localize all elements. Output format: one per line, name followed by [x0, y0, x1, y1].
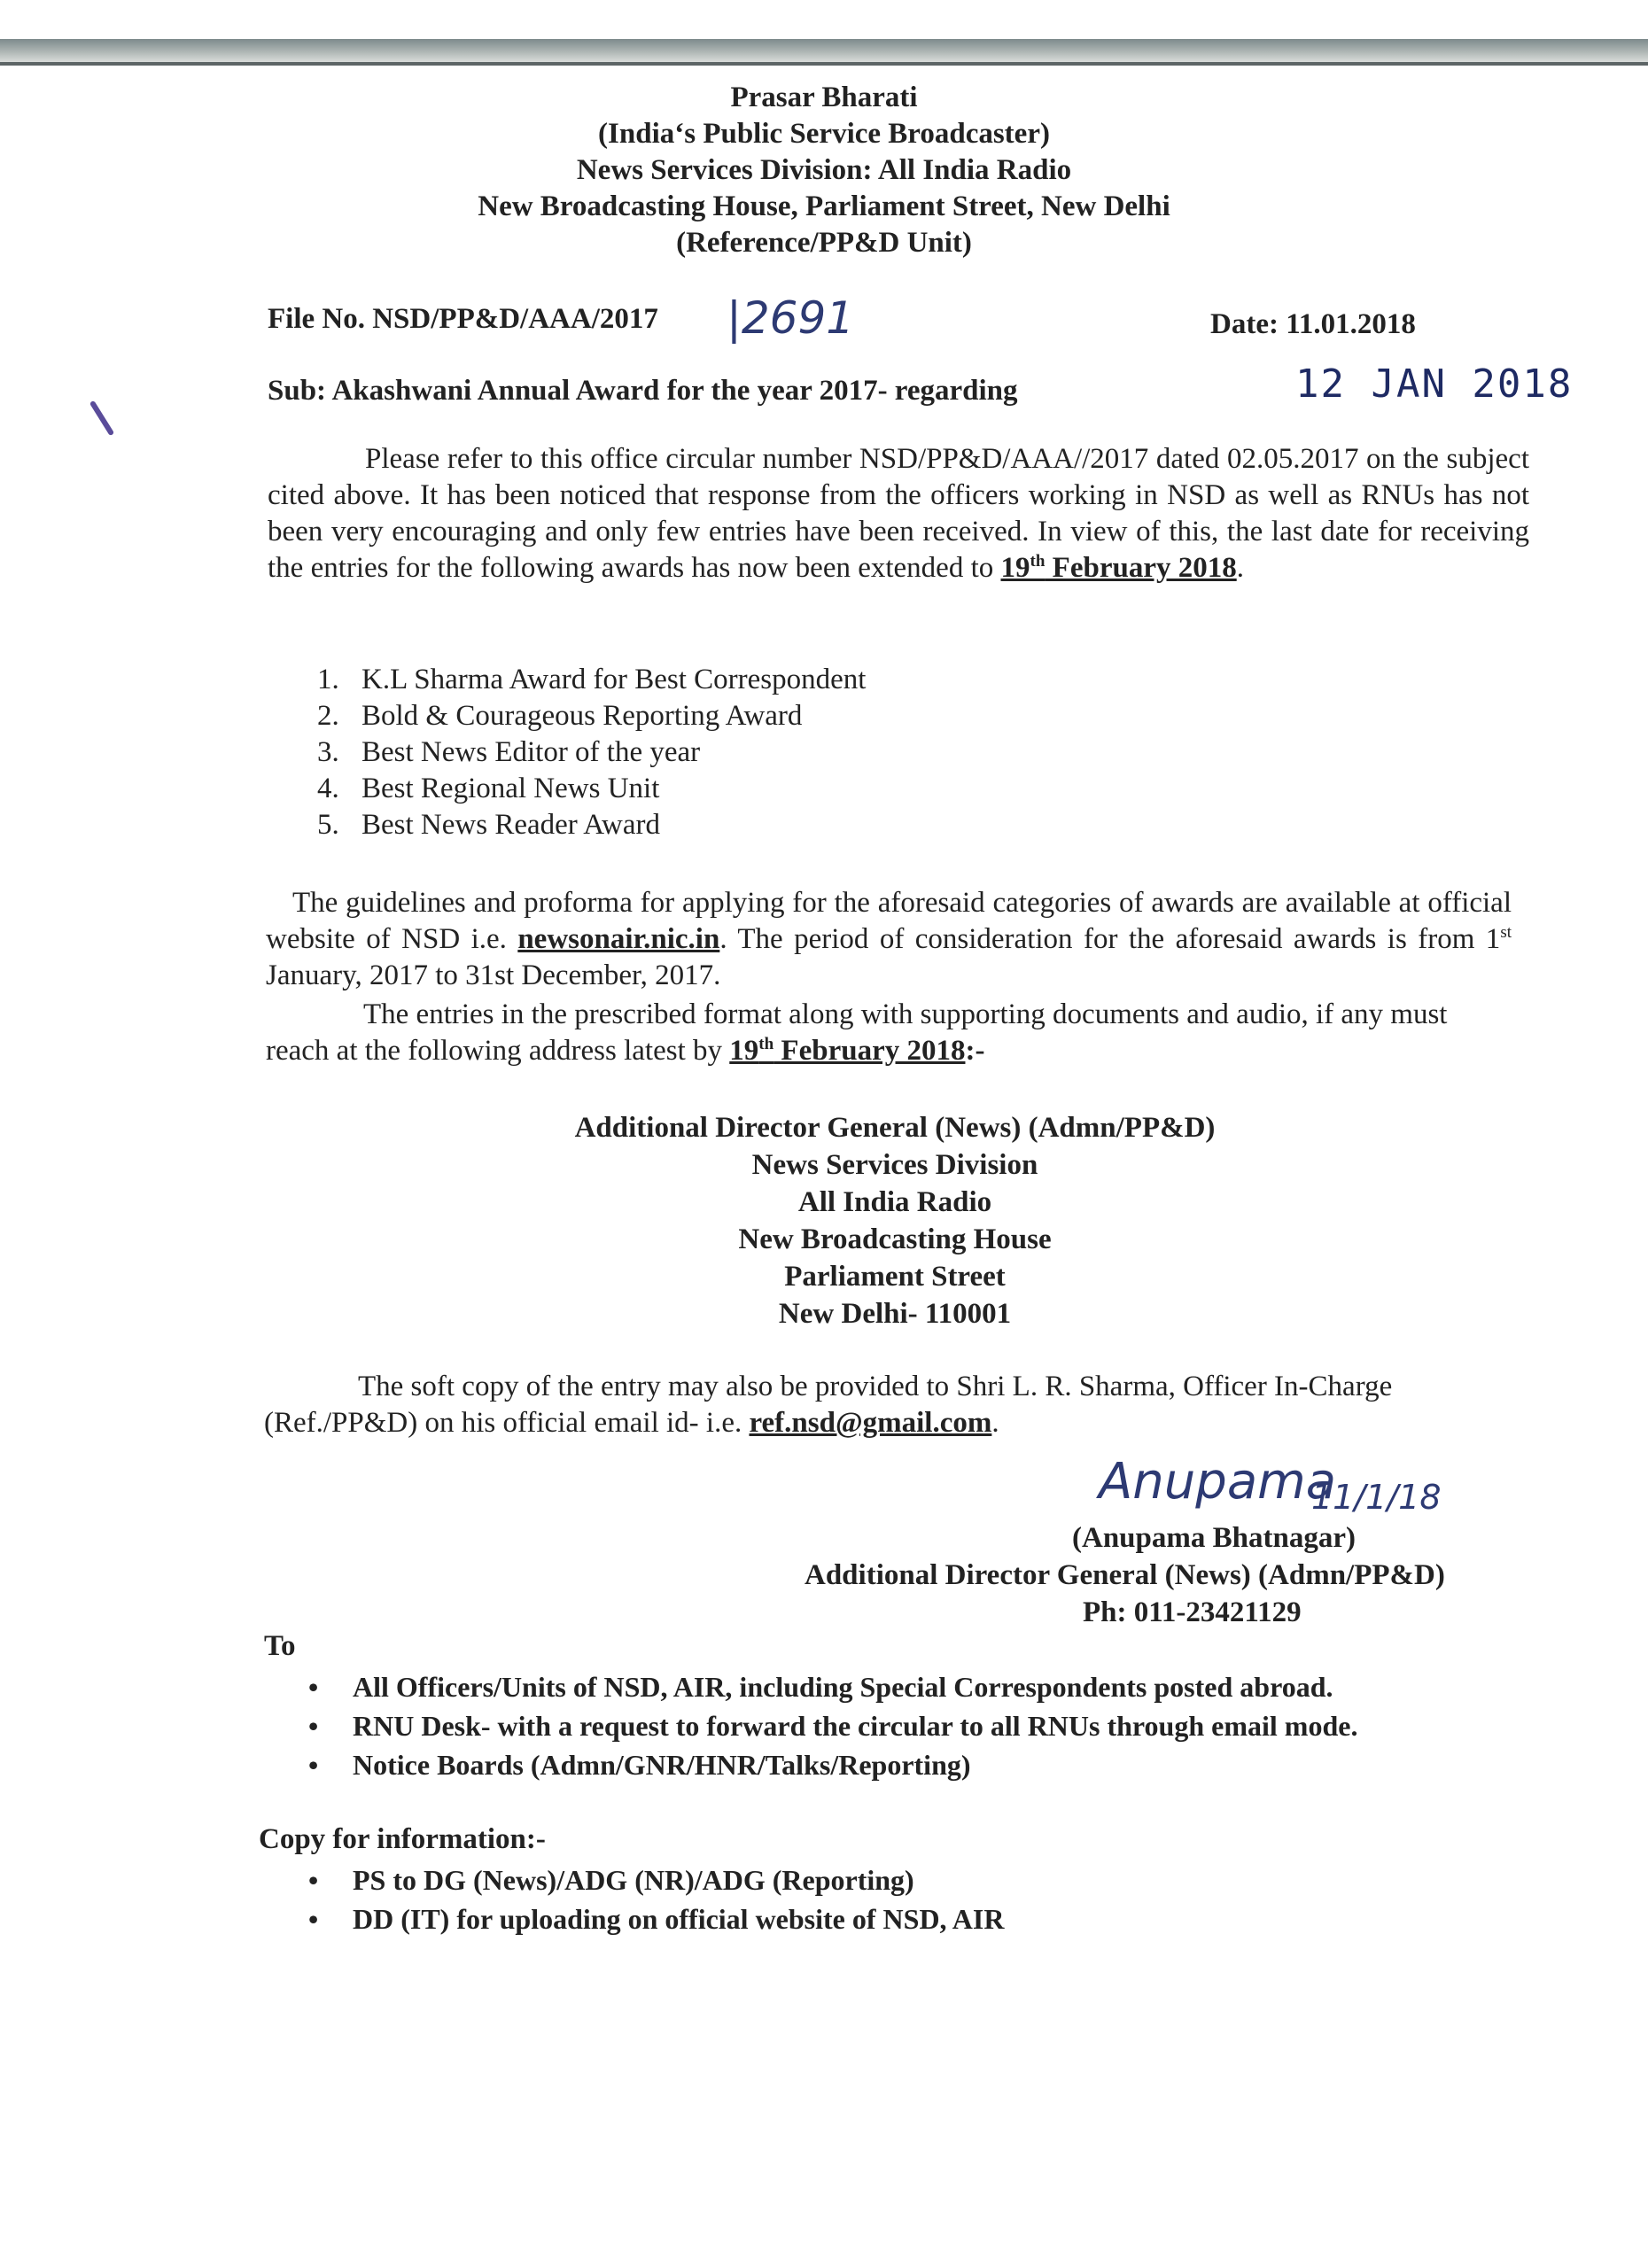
paragraph-3 [266, 997, 1517, 1069]
to-label: To [264, 1630, 296, 1662]
bullet: • [308, 1903, 319, 1935]
list-item [308, 1706, 1357, 1745]
award-label: Bold & Courageous Reporting Award [361, 700, 803, 732]
address-line: All India Radio [797, 1186, 992, 1218]
paragraph-3-end: :- [965, 1035, 985, 1067]
signatory-name: (Anupama Bhatnagar) [1072, 1522, 1356, 1554]
deadline-suffix: th [1030, 552, 1046, 571]
signatory-phone: Ph: 011-23421129 [1083, 1596, 1302, 1628]
deadline-day: 19 [729, 1035, 759, 1067]
paragraph-1 [268, 441, 1529, 586]
letter-date: Date: 11.01.2018 [1210, 308, 1416, 340]
list-number: 1. [317, 664, 339, 695]
award-label: Best Regional News Unit [361, 773, 660, 804]
unit-name: (Reference/PP&D Unit) [676, 227, 972, 259]
paragraph-2-text-a: The guidelines and proforma for applying for the aforesaid categories of awards are available at official website of NSD i.e. [266, 887, 1512, 955]
list-item [317, 698, 866, 734]
org-address: New Broadcasting House, Parliament Street, New Delhi [478, 190, 1170, 222]
website-link[interactable]: newsonair.nic.in [517, 923, 720, 955]
handwritten-signature-date: 11/1/18 [1311, 1478, 1442, 1517]
paragraph-2-text-b: . The period of consideration for the aforesaid awards is from 1 [719, 923, 1501, 955]
received-stamp: 12 JAN 2018 [1295, 361, 1574, 407]
address-line: Parliament Street [784, 1261, 1006, 1293]
list-item [317, 662, 866, 698]
award-label: Best News Editor of the year [361, 736, 701, 768]
pen-mark [89, 400, 114, 436]
address-line: News Services Division [751, 1149, 1038, 1181]
ordinal-suffix: st [1500, 923, 1512, 942]
award-label: Best News Reader Award [361, 809, 660, 841]
list-number: 2. [317, 700, 339, 732]
list-number: 5. [317, 809, 339, 841]
paragraph-4 [264, 1369, 1504, 1441]
division-name: News Services Division: All India Radio [576, 154, 1072, 186]
address-line: Additional Director General (News) (Admn/PP&D) [574, 1112, 1216, 1144]
paragraph-1-text: Please refer to this office circular number NSD/PP&D/AAA//2017 dated 02.05.2017 on the subject cited above. It has been noticed that response from the officers working in NSD as well as RNUs has not been very encouraging and only few entries have been received. In view of this, the last date for receiving the entries for the following awards has now been extended to [268, 443, 1529, 584]
scan-edge-line [0, 62, 1648, 66]
list-item [308, 1860, 1004, 1899]
list-number: 4. [317, 773, 339, 804]
copy-list [308, 1860, 1004, 1938]
copy-recipient: PS to DG (News)/ADG (NR)/ADG (Reporting) [353, 1864, 914, 1896]
address-line: New Delhi- 110001 [778, 1298, 1012, 1330]
to-list [308, 1667, 1357, 1784]
scan-edge [0, 39, 1648, 62]
paragraph-2-text-c: January, 2017 to 31st December, 2017. [266, 959, 721, 991]
paragraph-3-deadline [729, 1035, 965, 1067]
handwritten-file-number: |2691 [727, 292, 855, 344]
copy-label: Copy for information:- [259, 1823, 546, 1855]
list-number: 3. [317, 736, 339, 768]
recipient: Notice Boards (Admn/GNR/HNR/Talks/Reporting) [353, 1749, 971, 1781]
paragraph-2 [266, 885, 1512, 994]
bullet: • [308, 1671, 319, 1703]
award-label: K.L Sharma Award for Best Correspondent [361, 664, 867, 695]
bullet: • [308, 1710, 319, 1742]
file-number: File No. NSD/PP&D/AAA/2017 [268, 303, 658, 335]
deadline-rest: February 2018 [773, 1035, 966, 1067]
handwritten-signature: Anupama [1099, 1453, 1337, 1511]
list-item [317, 807, 866, 843]
list-item [308, 1745, 1357, 1784]
recipient: All Officers/Units of NSD, AIR, including Special Correspondents posted abroad. [353, 1671, 1333, 1703]
paragraph-4-text: The soft copy of the entry may also be provided to Shri L. R. Sharma, Officer In-Charge (Ref./PP&D) on his official email id- i.e. [264, 1371, 1393, 1439]
paragraph-1-deadline [1001, 552, 1237, 584]
copy-recipient: DD (IT) for uploading on official website of NSD, AIR [353, 1903, 1005, 1935]
list-item [317, 771, 866, 807]
deadline-rest: February 2018 [1045, 552, 1237, 584]
signatory-title: Additional Director General (News) (Admn/PP&D) [805, 1559, 1445, 1591]
deadline-day: 19 [1000, 552, 1030, 584]
letterhead [0, 80, 1648, 261]
paragraph-1-end: . [1236, 552, 1244, 584]
email-link[interactable]: ref.nsd@gmail.com [749, 1407, 992, 1439]
org-name: Prasar Bharati [730, 82, 918, 113]
address-line: New Broadcasting House [738, 1223, 1052, 1255]
paragraph-4-end: . [991, 1407, 999, 1439]
paragraph-3-text: The entries in the prescribed format along with supporting documents and audio, if any must reach at the following address latest by [266, 998, 1448, 1067]
bullet: • [308, 1864, 319, 1896]
deadline-suffix: th [758, 1035, 774, 1053]
list-item [317, 734, 866, 771]
org-subtitle: (India‘s Public Service Broadcaster) [598, 118, 1050, 150]
subject-line: Sub: Akashwani Annual Award for the year 2017- regarding [268, 375, 1018, 407]
list-item [308, 1667, 1357, 1706]
address-block [0, 1109, 1648, 1332]
award-list [317, 662, 866, 843]
bullet: • [308, 1749, 319, 1781]
list-item [308, 1899, 1004, 1938]
recipient: RNU Desk- with a request to forward the circular to all RNUs through email mode. [353, 1710, 1358, 1742]
